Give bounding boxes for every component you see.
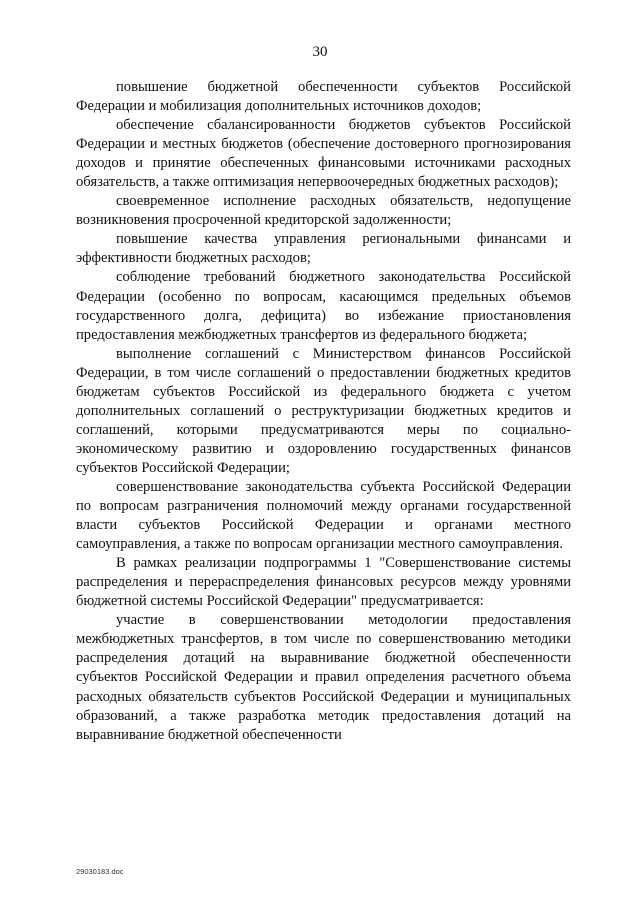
paragraph-5: соблюдение требований бюджетного законодательства Российской Федерации (особенно по вопросам, касающимся предельных объемов государственного долга, дефицита) во избежание приостановления предоставления межбюджетных трансфертов из федерального бюджета; [76,269,571,343]
file-name: 29030183.doc [76,867,124,876]
paragraph-2: обеспечение сбалансированности бюджетов субъектов Российской Федерации и местных бюджетов (обеспечение достоверного прогнозирования доходов и принятие обеспеченных финансовыми источниками расходных обязательств, а также оптимизация непервоочередных бюджетных расходов); [76,117,571,191]
paragraph-3: своевременное исполнение расходных обязательств, недопущение возникновения просроченной кредиторской задолженности; [76,193,571,229]
paragraph-6: выполнение соглашений с Министерством финансов Российской Федерации, в том числе соглашений о предоставлении бюджетных кредитов бюджетам субъектов Российской из федерального бюджета с учетом дополнительных соглашений о реструктуризации бюджетных кредитов и соглашений, которыми предусматриваются меры по социально-экономическому развитию и оздоровлению государственных финансов субъектов Российской Федерации; [76,345,571,476]
paragraph-7: совершенствование законодательства субъекта Российской Федерации по вопросам разграничения полномочий между органами государственной власти субъектов Российской Федерации и органами местного самоуправления, а также по вопросам организации местного самоуправления. [76,478,571,553]
paragraph-1: повышение бюджетной обеспеченности субъектов Российской Федерации и мобилизация дополнительных источников доходов; [76,79,571,115]
document-body [76,78,571,745]
page-number: 30 [312,44,328,60]
paragraph-8: В рамках реализации подпрограммы 1 "Совершенствование системы распределения и перераспределения финансовых ресурсов между уровнями бюджетной системы Российской Федерации" предусматривается: [76,555,571,610]
paragraph-4: повышение качества управления региональными финансами и эффективности бюджетных расходов; [76,231,571,267]
paragraph-9: участие в совершенствовании методологии предоставления межбюджетных трансфертов, в том числе по совершенствованию методики распределения дотаций на выравнивание бюджетной обеспеченности субъектов Российской Федерации и правил определения расчетного объема расходных обязательств субъектов Российской Федерации и муниципальных образований, а также разработка методик предоставления дотаций на выравнивание бюджетной обеспеченности [76,612,571,743]
